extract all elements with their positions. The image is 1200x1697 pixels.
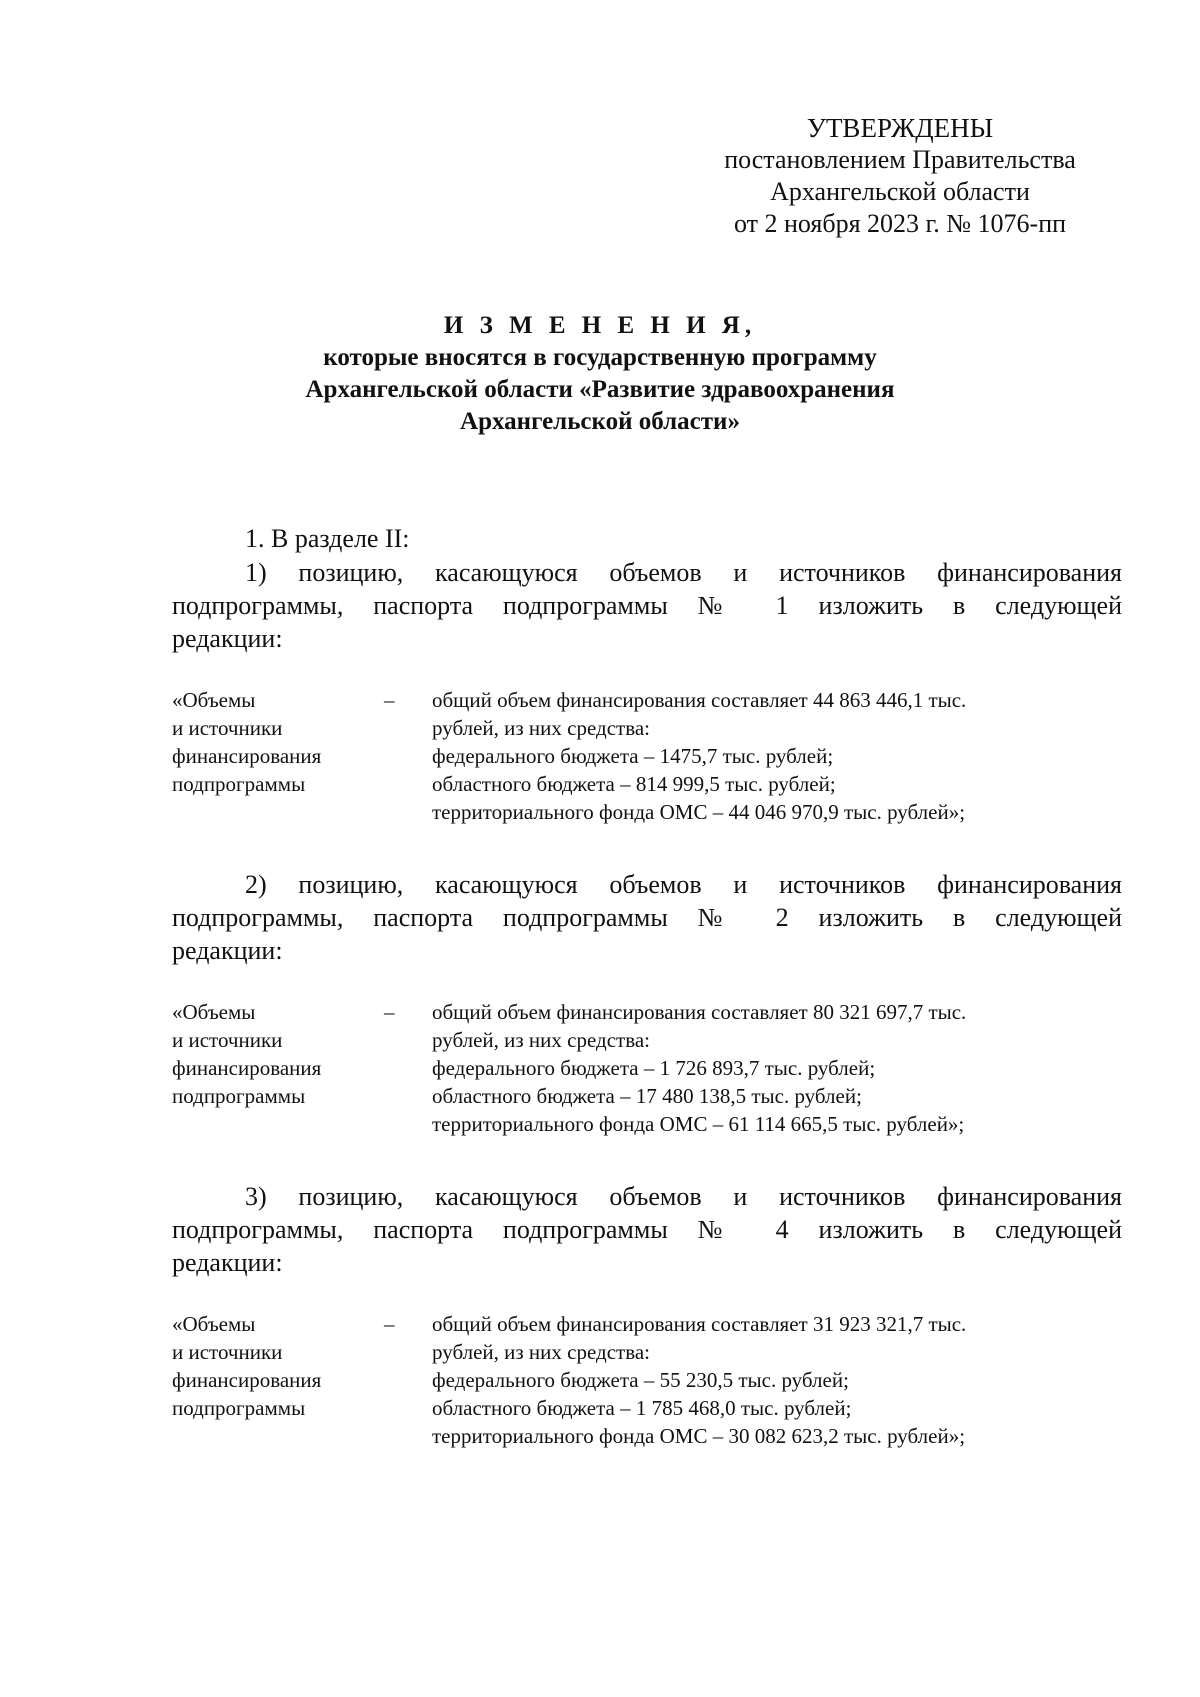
paragraph-line: подпрограммы, паспорта подпрограммы № 2 изложить в следующей: [172, 903, 1122, 932]
position-value: [432, 998, 1112, 1138]
position-label-line: финансирования: [172, 1056, 322, 1080]
item-paragraph: [172, 1180, 1122, 1279]
paragraph-line: 1) позицию, касающуюся объемов и источников финансирования: [245, 558, 1122, 587]
position-value-line: общий объем финансирования составляет 80 321 697,7 тыс.: [432, 1000, 967, 1024]
position-value-line: областного бюджета – 1 785 468,0 тыс. рублей;: [432, 1396, 852, 1420]
position-label-line: и источники: [172, 716, 283, 740]
position-label: [172, 686, 372, 798]
paragraph-line: 2) позицию, касающуюся объемов и источников финансирования: [245, 870, 1122, 899]
approval-date-number: от 2 ноября 2023 г. № 1076-пп: [733, 209, 1067, 238]
position-value-line: территориального фонда ОМС – 30 082 623,2 тыс. рублей»;: [432, 1424, 966, 1448]
position-dash: –: [384, 1312, 395, 1336]
paragraph-line: редакции:: [172, 1248, 283, 1277]
item-paragraph: [172, 556, 1122, 655]
position-label-line: подпрограммы: [172, 1084, 306, 1108]
position-label-line: «Объемы: [172, 1000, 256, 1024]
position-label-line: «Объемы: [172, 1312, 256, 1336]
position-dash: –: [384, 1000, 395, 1024]
position-value-line: рублей, из них средства:: [432, 716, 650, 740]
section-heading: 1. В разделе II:: [245, 524, 410, 553]
position-value-line: областного бюджета – 814 999,5 тыс. рублей;: [432, 772, 836, 796]
position-label-line: финансирования: [172, 1368, 322, 1392]
paragraph-line: редакции:: [172, 936, 283, 965]
paragraph-line: подпрограммы, паспорта подпрограммы № 4 изложить в следующей: [172, 1215, 1122, 1244]
position-value-line: федерального бюджета – 1475,7 тыс. рублей;: [432, 744, 834, 768]
position-value-line: федерального бюджета – 1 726 893,7 тыс. рублей;: [432, 1056, 876, 1080]
position-label: [172, 998, 372, 1110]
title-line: которые вносятся в государственную программу: [323, 344, 877, 371]
paragraph-line: подпрограммы, паспорта подпрограммы № 1 изложить в следующей: [172, 591, 1122, 620]
position-label-line: финансирования: [172, 744, 322, 768]
position-value-line: общий объем финансирования составляет 44 863 446,1 тыс.: [432, 688, 967, 712]
position-value-line: территориального фонда ОМС – 44 046 970,9 тыс. рублей»;: [432, 800, 966, 824]
approval-line: постановлением Правительства: [724, 145, 1076, 174]
paragraph-line: 3) позицию, касающуюся объемов и источников финансирования: [245, 1182, 1122, 1211]
document-title: [150, 310, 1050, 438]
position-value: [432, 1310, 1112, 1450]
approval-heading: УТВЕРЖДЕНЫ: [806, 113, 994, 143]
position-label-line: «Объемы: [172, 688, 256, 712]
position-label-line: и источники: [172, 1340, 283, 1364]
position-value-line: рублей, из них средства:: [432, 1028, 650, 1052]
position-value-line: федерального бюджета – 55 230,5 тыс. рублей;: [432, 1368, 849, 1392]
title-heading: И З М Е Н Е Н И Я,: [443, 312, 757, 339]
position-label-line: подпрограммы: [172, 1396, 306, 1420]
position-value-line: общий объем финансирования составляет 31 923 321,7 тыс.: [432, 1312, 967, 1336]
approval-line: Архангельской области: [770, 177, 1030, 206]
position-value: [432, 686, 1112, 826]
title-line: Архангельской области «Развитие здравоохранения: [305, 376, 895, 403]
item-paragraph: [172, 868, 1122, 967]
paragraph-line: редакции:: [172, 624, 283, 653]
title-line: Архангельской области»: [460, 408, 740, 435]
approval-stamp: [690, 112, 1110, 240]
position-value-line: территориального фонда ОМС – 61 114 665,5 тыс. рублей»;: [432, 1112, 965, 1136]
position-label-line: подпрограммы: [172, 772, 306, 796]
position-label-line: и источники: [172, 1028, 283, 1052]
position-dash: –: [384, 688, 395, 712]
position-value-line: рублей, из них средства:: [432, 1340, 650, 1364]
position-label: [172, 1310, 372, 1422]
position-value-line: областного бюджета – 17 480 138,5 тыс. рублей;: [432, 1084, 862, 1108]
